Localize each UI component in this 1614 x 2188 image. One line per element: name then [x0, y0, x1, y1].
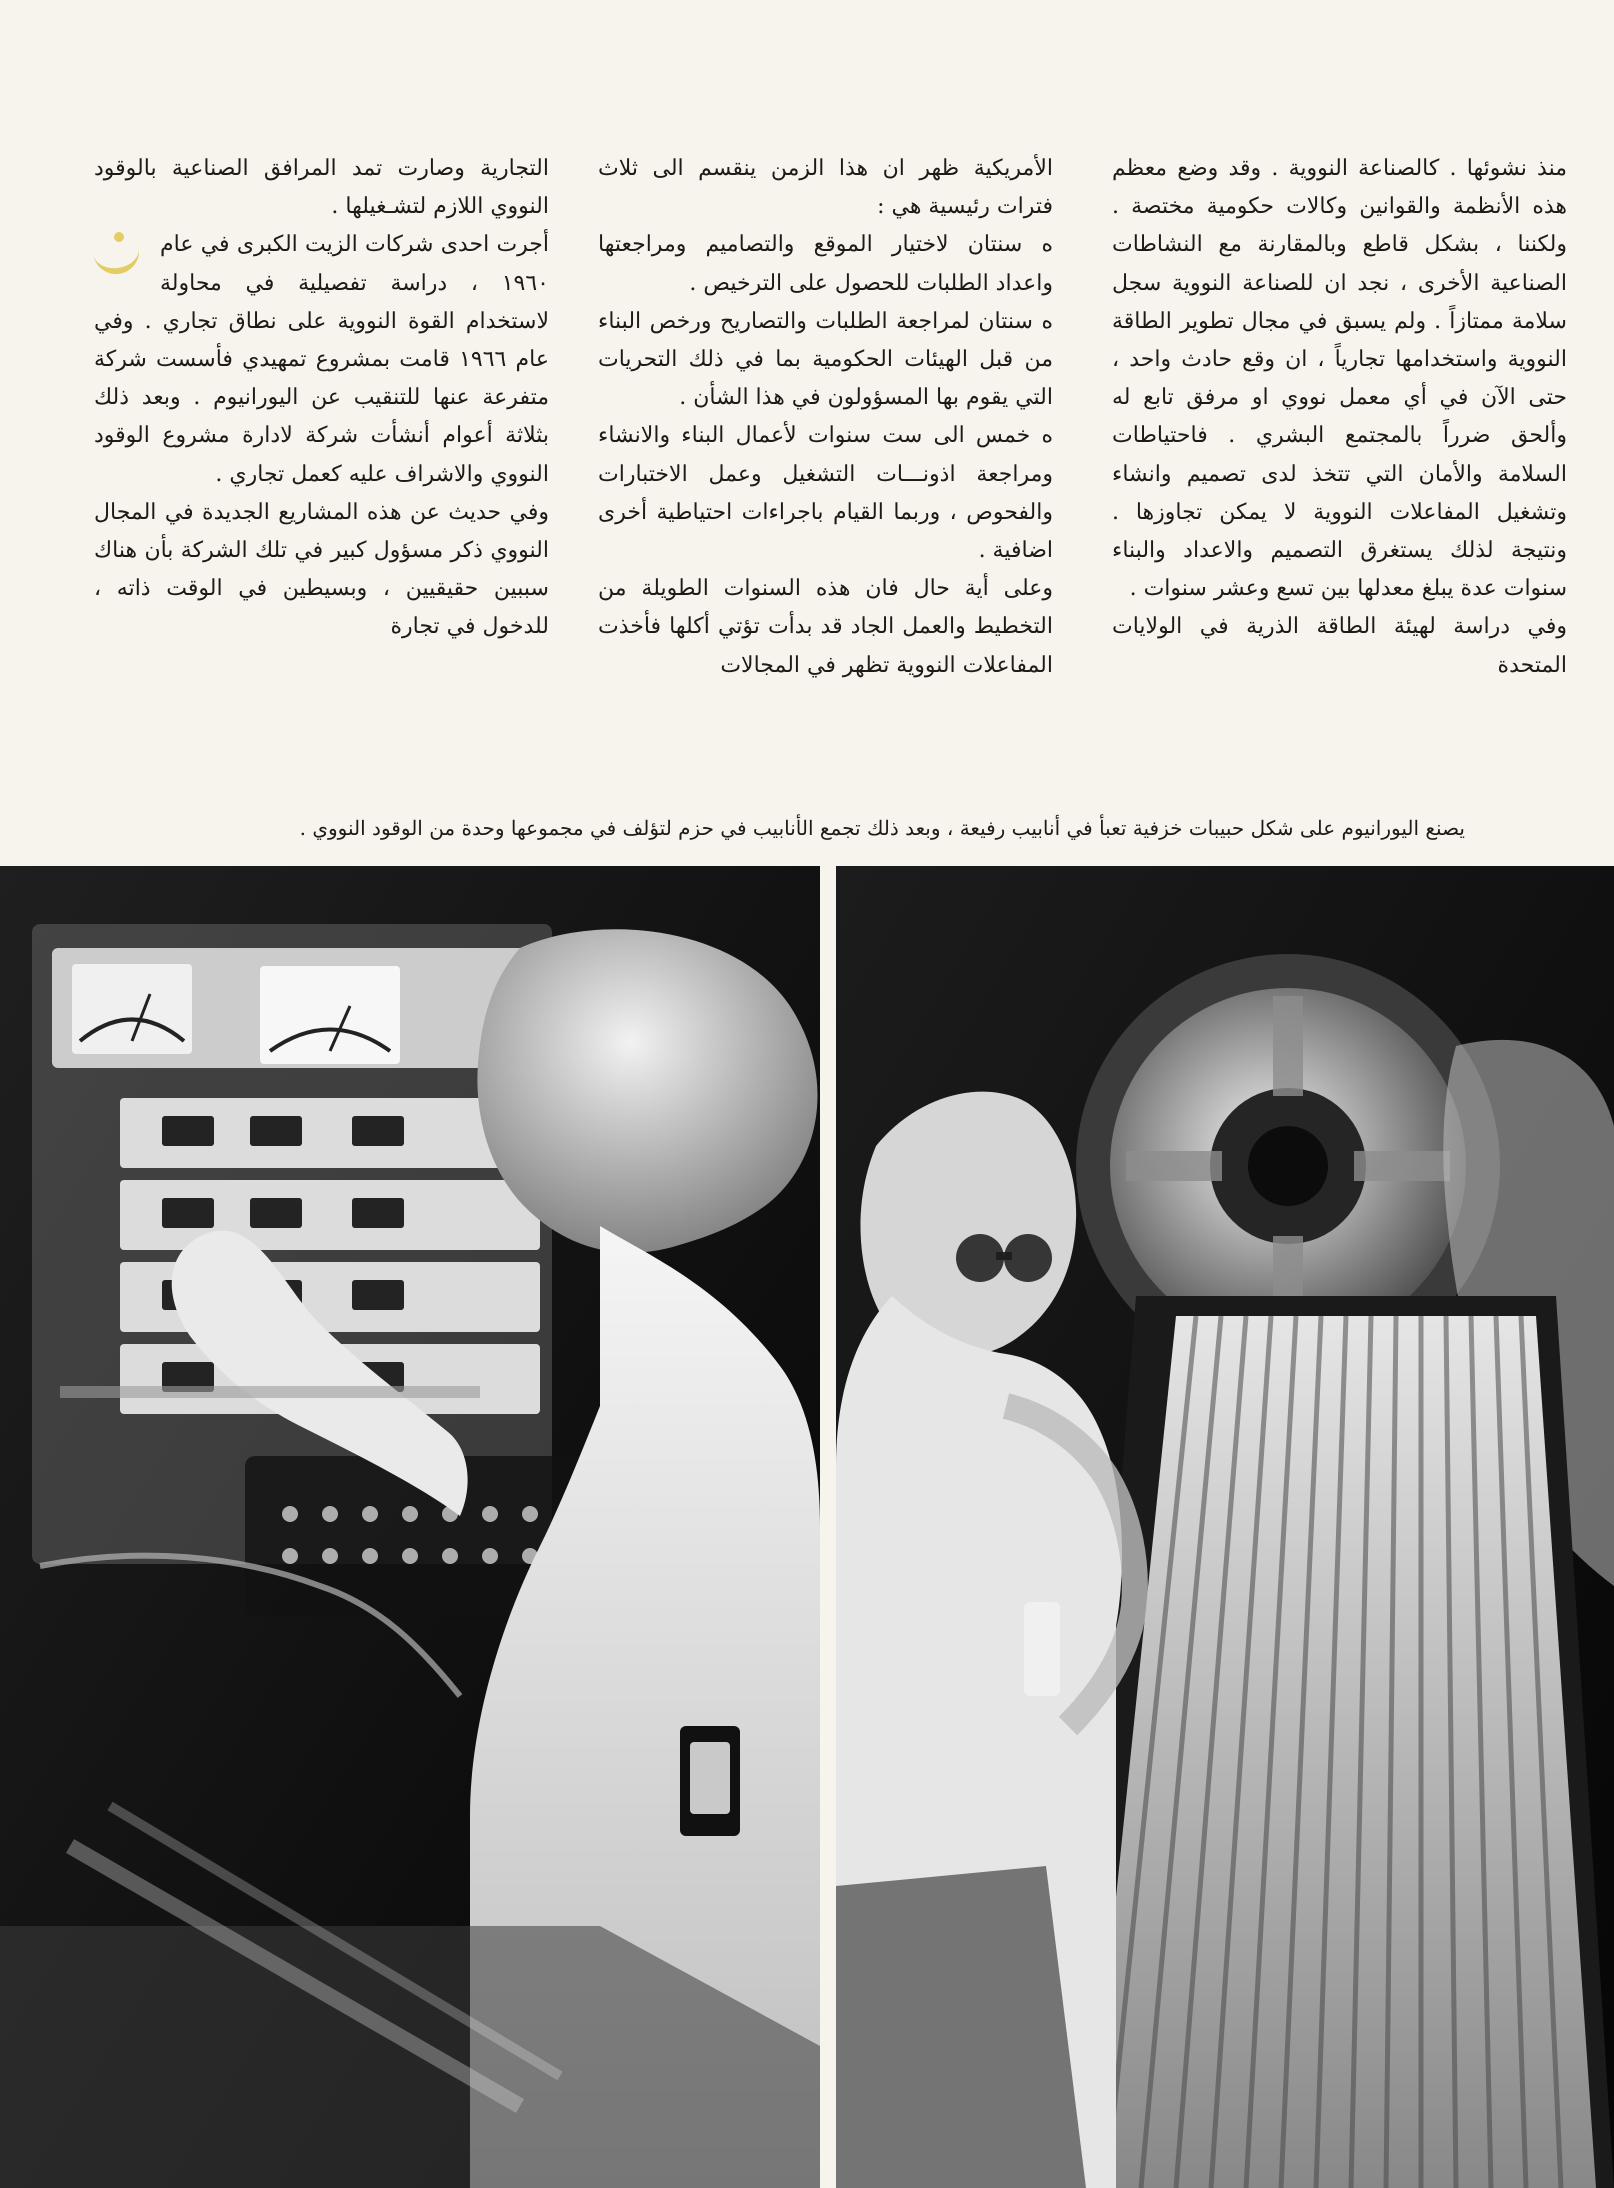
- article-column-left: [94, 150, 549, 750]
- article-paragraph: ه خمس الى ست سنوات لأعمال البناء والانشاء ومراجعة اذونـــات التشغيل وعمل الاختبارات والفحوص ، وربما القيام باجراءات احتياطية أخرى اضافية .: [598, 423, 1053, 564]
- article-paragraph: منذ نشوئها . كالصناعة النووية . وقد وضع معظم هذه الأنظمة والقوانين وكالات حكومية مختصة . ولكننا ، بشكل قاطع وبالمقارنة مع النشاطات الصناعية الأخرى ، نجد ان للصناعة النووية سجل سلامة ممتازاً . ولم يسبق في مجال تطوير الطاقة النووية واستخدامها تجارياً ، ان وقع حادث واحد ، حتى الآن في أي معمل نووي او مرفق تابع له وألحق ضرراً بالمجتمع البشري . فاحتياطات السلامة والأمان التي تتخذ لدى تصميم وانشاء وتشغيل المفاعلات النووية لا يمكن تجاوزها . ونتيجة لذلك يستغرق التصميم والاعداد والبناء سنوات عدة يبلغ معدلها بين تسع وعشر سنوات .: [1112, 156, 1567, 602]
- article-paragraph: التجارية وصارت تمد المرافق الصناعية بالوقود النووي اللازم لتشـغيلها .: [94, 156, 549, 220]
- photo-gutter: [820, 866, 836, 2188]
- photo-left-graphic: [0, 866, 820, 2188]
- article-paragraph: ه سنتان لمراجعة الطلبات والتصاريح ورخص البناء من قبل الهيئات الحكومية بما في ذلك التحريات التي يقوم بها المسؤولون في هذا الشأن .: [598, 308, 1053, 411]
- photo-scientist-control-panel: [0, 866, 820, 2188]
- article-column-right: [1112, 150, 1567, 750]
- article-paragraph: وفي دراسة لهيئة الطاقة الذرية في الولايات المتحدة: [1112, 614, 1567, 678]
- article-paragraph: وعلى أية حال فان هذه السنوات الطويلة من التخطيط والعمل الجاد قد بدأت تؤتي أكلها فأخذت المفاعلات النووية تظهر في المجالات: [598, 576, 1053, 678]
- article-column-middle: [598, 150, 1053, 750]
- dropcap-ornament: [94, 232, 150, 286]
- photo-technician-fuel-rods: [836, 866, 1614, 2188]
- photo-caption: يصنع اليورانيوم على شكل حبيبات خزفية تعبأ في أنابيب رفيعة ، وبعد ذلك تجمع الأنابيب في حزم لتؤلف في مجموعها وحدة من الوقود النووي .: [299, 816, 1465, 840]
- article-paragraph: الأمريكية ظهر ان هذا الزمن ينقسم الى ثلاث فترات رئيسية هي :: [598, 156, 1053, 220]
- article-paragraph: ه سنتان لاختيار الموقع والتصاميم ومراجعتها واعداد الطلبات للحصول على الترخيص .: [598, 232, 1053, 296]
- article-paragraph: وفي حديث عن هذه المشاريع الجديدة في المجال النووي ذكر مسؤول كبير في تلك الشركة بأن هناك سببين حقيقيين ، وبسيطين في الوقت ذاته ، للدخول في تجارة: [94, 499, 549, 640]
- article-paragraph: أجرت احدى شركات الزيت الكبرى في عام ١٩٦٠ ، دراسة تفصيلية في محاولة لاستخدام القوة النووية على نطاق تجاري . وفي عام ١٩٦٦ قامت بمشروع تمهيدي فأسست شركة متفرعة عنها للتنقيب عن اليورانيوم . وبعد ذلك بثلاثة أعوام أنشأت شركة لادارة مشروع الوقود النووي والاشراف عليه كعمل تجاري .: [94, 232, 549, 487]
- photo-right-graphic: [836, 866, 1614, 2188]
